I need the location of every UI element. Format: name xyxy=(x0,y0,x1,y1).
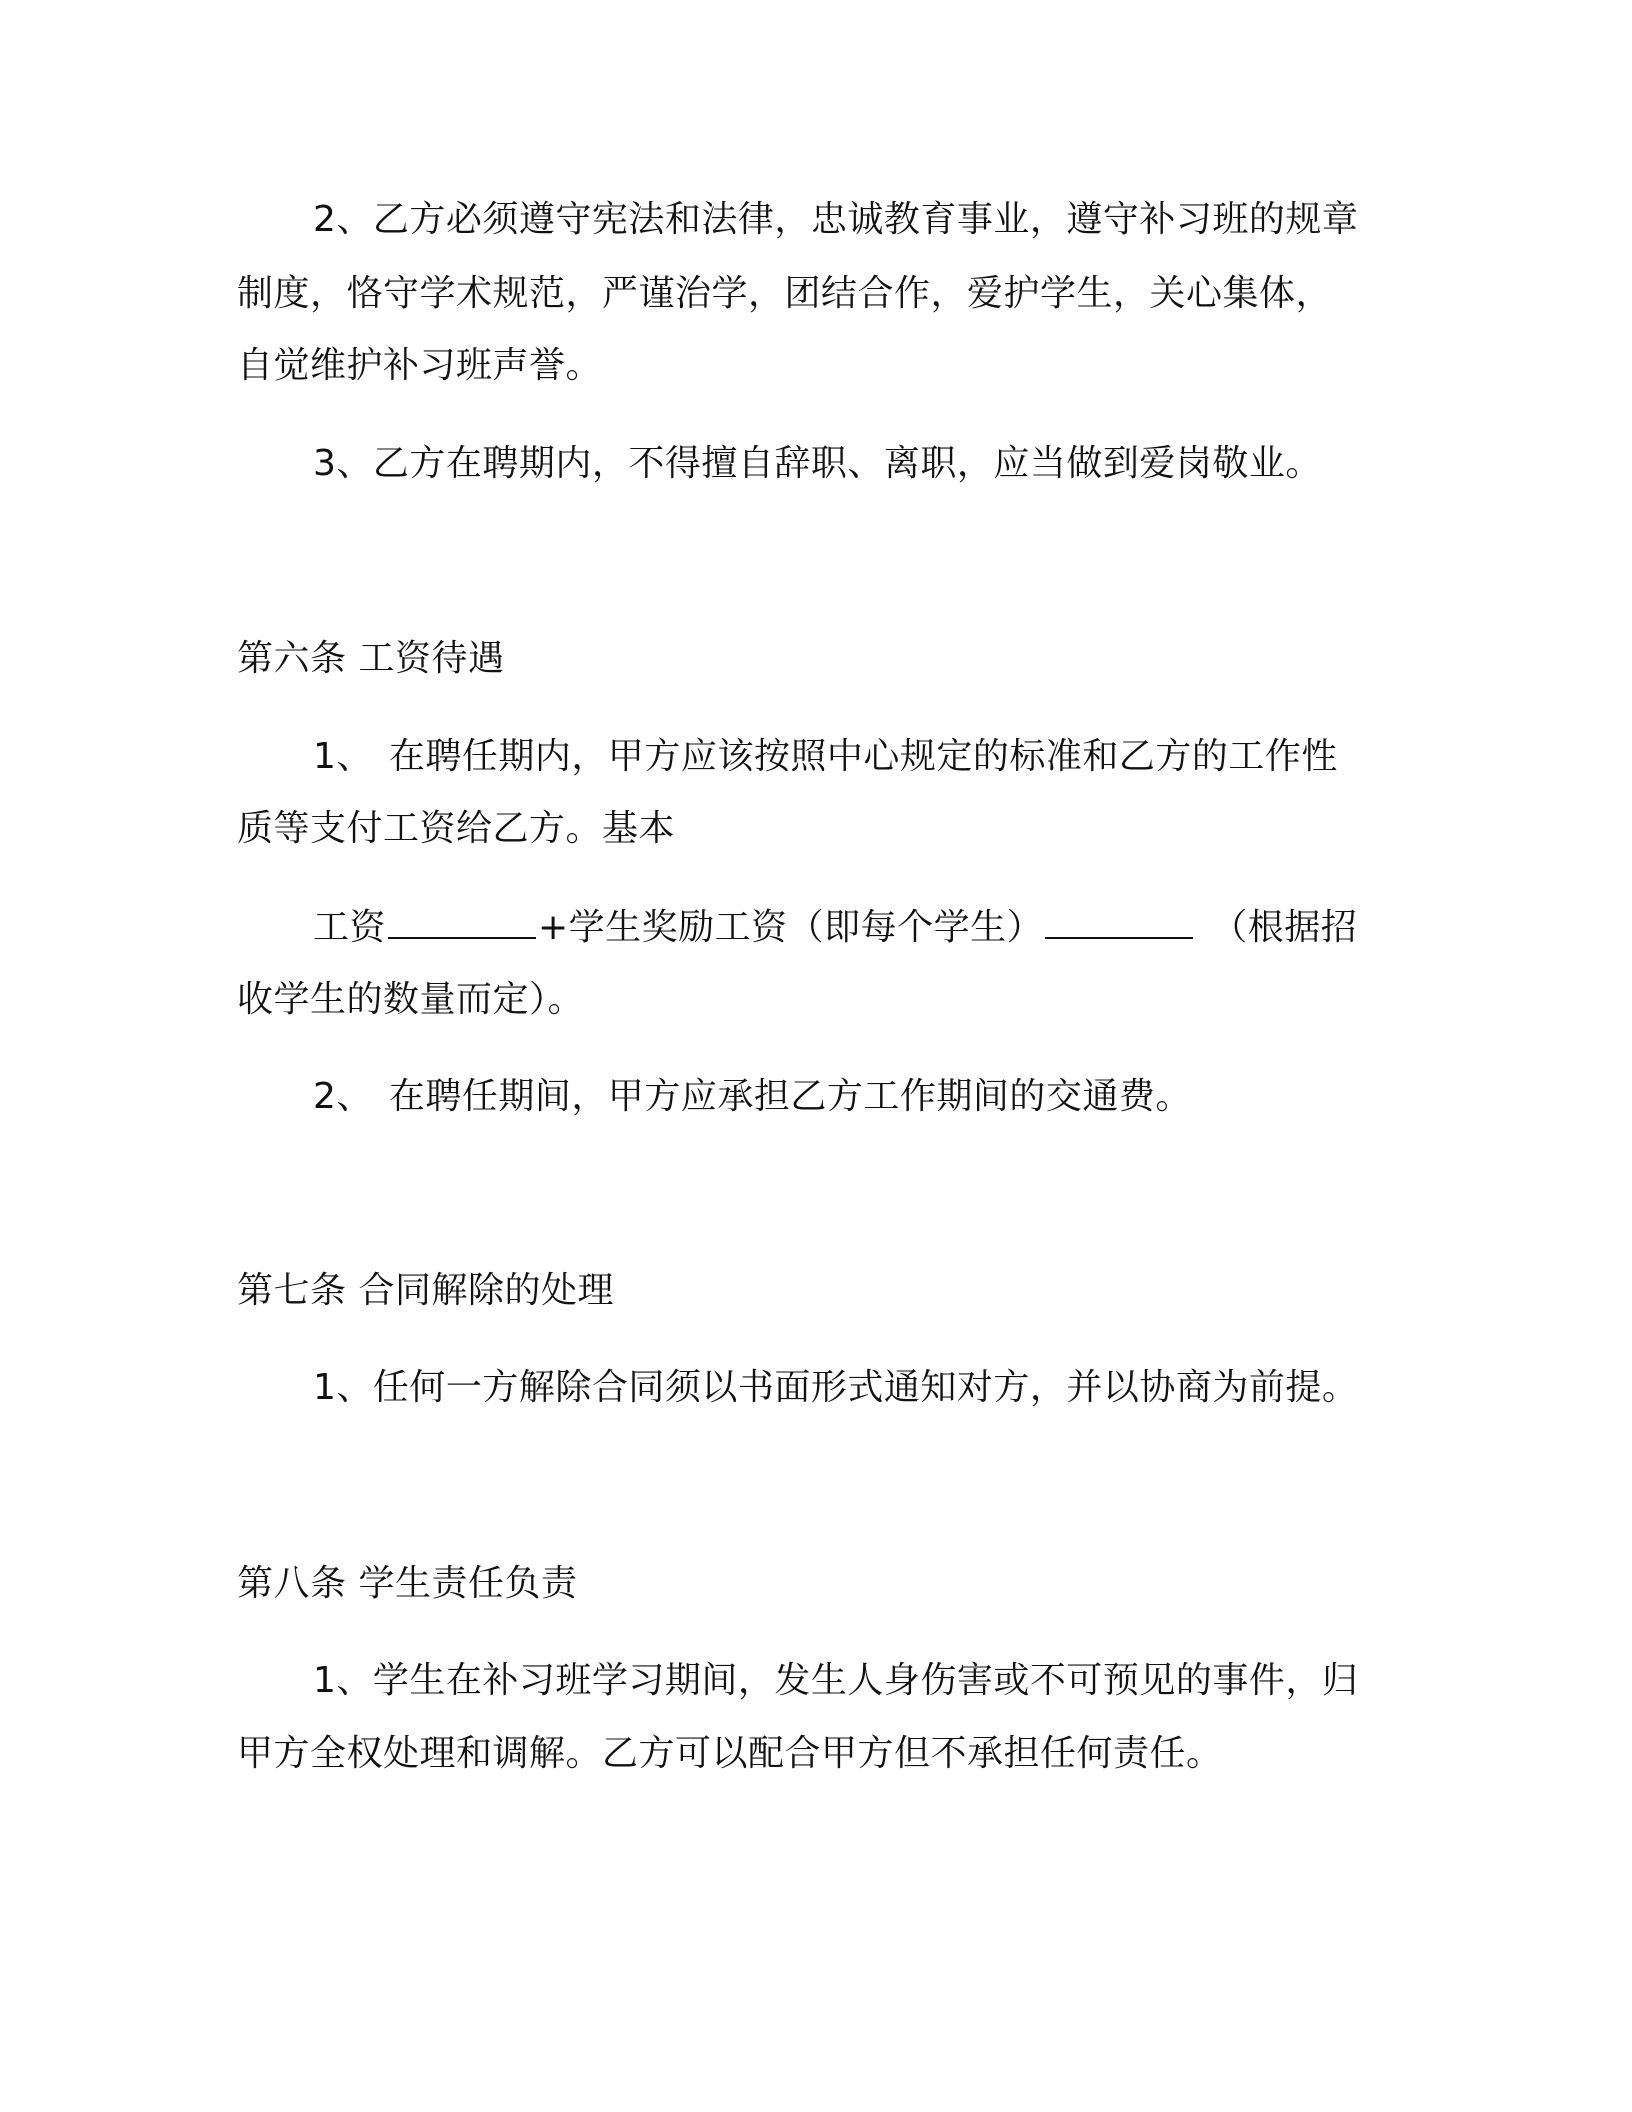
clause7-heading: 第七条 合同解除的处理 xyxy=(237,1270,614,1311)
student-bonus-blank xyxy=(1045,903,1193,939)
clause8-item1-line2: 甲方全权处理和调解。乙方可以配合甲方但不承担任何责任。 xyxy=(237,1733,1223,1774)
clause6-heading: 第六条 工资待遇 xyxy=(237,638,505,679)
salary-part2: +学生奖励工资（即每个学生） xyxy=(538,907,1044,948)
clause8-item1-line1: 1、学生在补习班学习期间，发生人身伤害或不可预见的事件，归 xyxy=(313,1660,1359,1701)
clause6-item1-text: 在聘任期内，甲方应该按照中心规定的标准和乙方的工作性 xyxy=(388,736,1338,777)
clause6-item2 xyxy=(313,1073,1192,1121)
clause8-heading: 第八条 学生责任负责 xyxy=(237,1563,578,1604)
clause7-item1: 1、任何一方解除合同须以书面形式通知对方，并以协商为前提。 xyxy=(313,1367,1359,1408)
salary-line2: 收学生的数量而定）。 xyxy=(237,979,585,1020)
clause6-item1-line2: 质等支付工资给乙方。基本 xyxy=(237,808,676,849)
clause5-item2-line2: 制度，恪守学术规范，严谨治学，团结合作，爱护学生，关心集体， xyxy=(237,273,1333,314)
clause5-item3: 3、乙方在聘期内，不得擅自辞职、离职，应当做到爱岗敬业。 xyxy=(313,443,1322,484)
clause6-item1-prefix: 1、 xyxy=(313,736,373,777)
salary-line xyxy=(313,903,1357,952)
clause6-item1-line1 xyxy=(313,733,1338,781)
clause6-item2-prefix: 2、 xyxy=(313,1076,373,1117)
clause6-item2-text: 在聘任期间，甲方应承担乙方工作期间的交通费。 xyxy=(388,1076,1192,1117)
salary-part3: （根据招 xyxy=(1211,907,1358,948)
salary-part1: 工资 xyxy=(313,907,387,948)
clause5-item2-line3: 自觉维护补习班声誉。 xyxy=(237,345,603,386)
clause5-item2-line1: 2、乙方必须遵守宪法和法律，忠诚教育事业，遵守补习班的规章 xyxy=(313,199,1359,240)
base-salary-blank xyxy=(388,903,536,939)
